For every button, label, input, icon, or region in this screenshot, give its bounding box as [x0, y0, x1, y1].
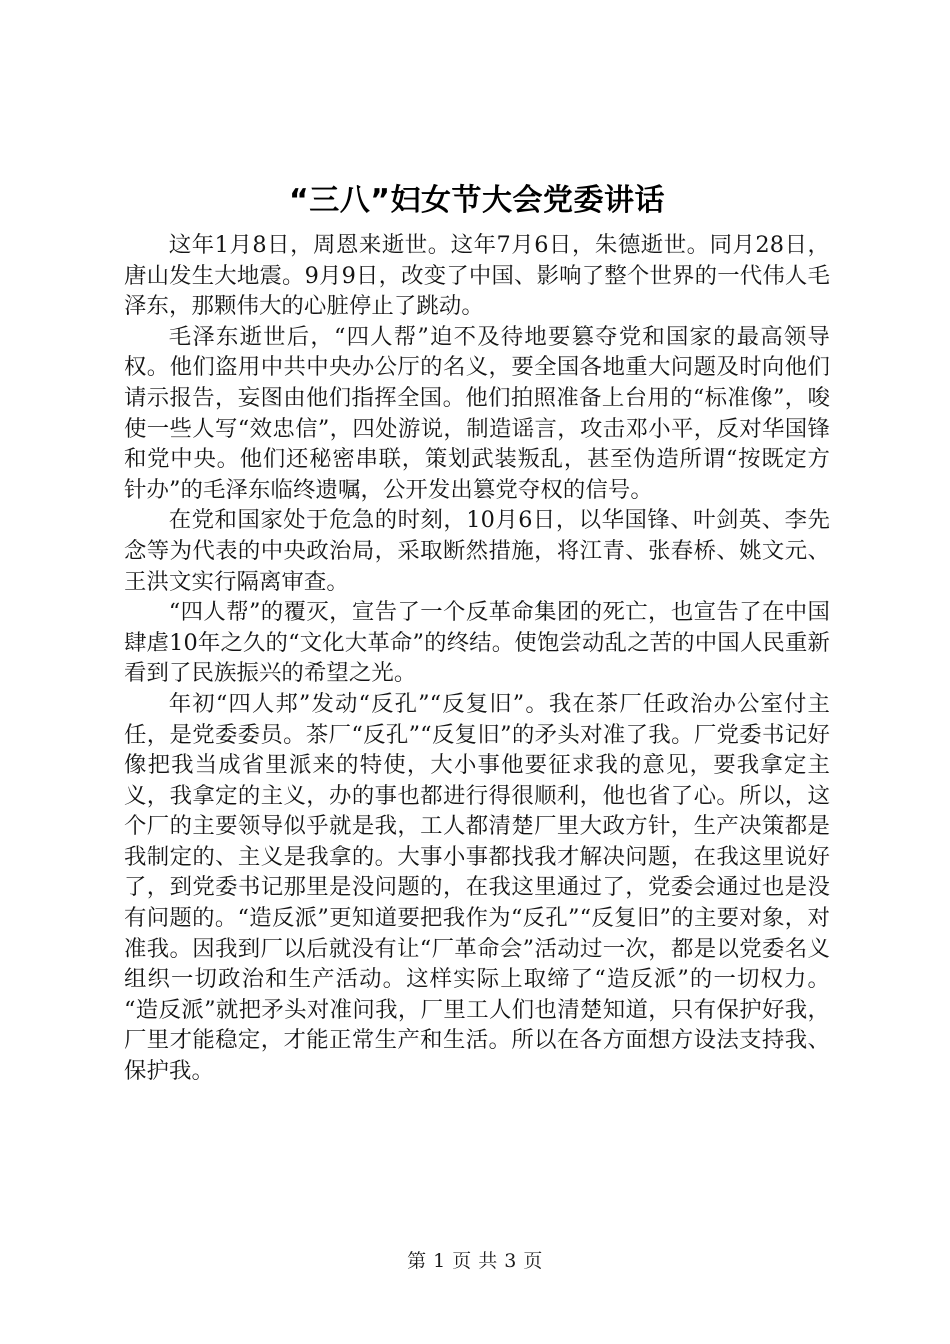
- body-paragraph: 在党和国家处于危急的时刻，10月6日，以华国锋、叶剑英、李先念等为代表的中央政治局，采取断然措施，将江青、张春桥、姚文元、王洪文实行隔离审查。: [124, 507, 830, 595]
- body-paragraph: 年初“四人邦”发动“反孔”“反复旧”。我在茶厂任政治办公室付主任，是党委委员。茶厂“反孔”“反复旧”的矛头对准了我。厂党委书记好像把我当成省里派来的特使，大小事他要征求我的意见，要我拿定主义，我拿定的主义，办的事也都进行得很顺利，他也省了心。所以，这个厂的主要领导似乎就是我，工人都清楚厂里大政方针，生产决策都是我制定的、主义是我拿的。大事小事都找我才解决问题，在我这里说好了，到党委书记那里是没问题的，在我这里通过了，党委会通过也是没有问题的。“造反派”更知道要把我作为“反孔”“反复旧”的主要对象，对准我。因我到厂以后就没有让“厂革命会”活动过一次，都是以党委名义组织一切政治和生产活动。这样实际上取缔了“造反派”的一切权力。“造反派”就把矛头对准问我，厂里工人们也清楚知道，只有保护好我，厂里才能稳定，才能正常生产和生活。所以在各方面想方设法支持我、保护我。: [124, 690, 830, 1085]
- body-paragraph: 毛泽东逝世后，“四人帮”迫不及待地要篡夺党和国家的最高领导权。他们盗用中共中央办公厅的名义，要全国各地重大问题及时向他们请示报告，妄图由他们指挥全国。他们拍照准备上台用的“标准像”，唆使一些人写“效忠信”，四处游说，制造谣言，攻击邓小平，反对华国锋和党中央。他们还秘密串联，策划武装叛乱，甚至伪造所谓“按既定方针办”的毛泽东临终遗嘱，公开发出篡党夺权的信号。: [124, 323, 830, 503]
- page-title: “三八”妇女节大会党委讲话: [289, 183, 665, 218]
- body-paragraph: “四人帮”的覆灭，宣告了一个反革命集团的死亡，也宣告了在中国肆虐10年之久的“文化大革命”的终结。使饱尝动乱之苦的中国人民重新看到了民族振兴的希望之光。: [124, 599, 830, 687]
- page-footer: 第 1 页 共 3 页: [407, 1250, 543, 1272]
- document-body: [124, 0, 830, 1087]
- body-paragraph: 这年1月8日，周恩来逝世。这年7月6日，朱德逝世。同月28日，唐山发生大地震。9月9日，改变了中国、影响了整个世界的一代伟人毛泽东，那颗伟大的心脏停止了跳动。: [124, 232, 830, 320]
